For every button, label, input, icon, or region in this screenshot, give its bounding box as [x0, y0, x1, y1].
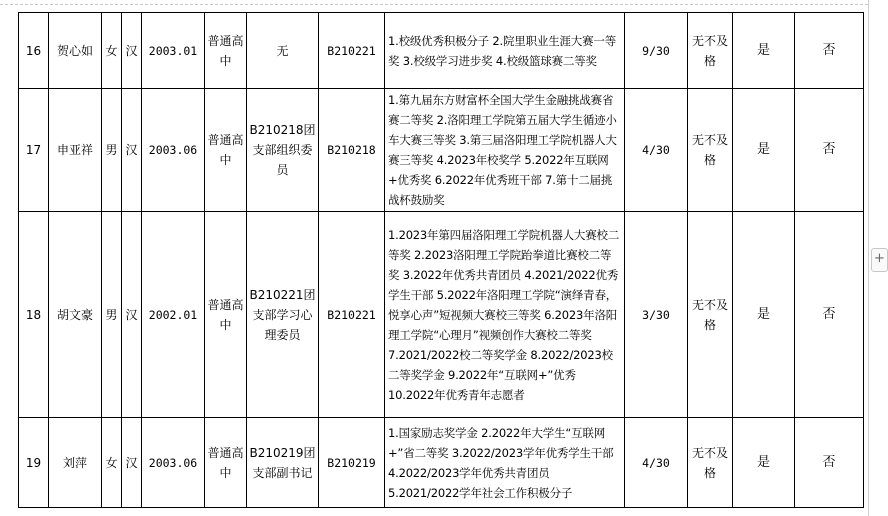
table-row	[19, 418, 864, 508]
birth-date: 2002.01	[142, 212, 205, 418]
birth-date: 2003.06	[142, 89, 205, 212]
class-code: B210221	[319, 13, 385, 89]
row-number: 16	[19, 13, 49, 89]
check-yes: 是	[733, 13, 795, 89]
ethnicity: 汉	[122, 418, 142, 508]
gender: 女	[102, 13, 122, 89]
student-info-table	[18, 12, 864, 508]
page-top-border	[0, 4, 868, 5]
position: B210221团支部学习心理委员	[247, 212, 319, 418]
awards: 1.校级优秀积极分子 2.院里职业生涯大赛一等奖 3.校级学习进步奖 4.校级篮球赛二等奖	[385, 13, 625, 89]
birth-date: 2003.01	[142, 13, 205, 89]
student-name: 贺心如	[49, 13, 102, 89]
rank: 9/30	[625, 13, 688, 89]
table-row	[19, 212, 864, 418]
school-type: 普通高中	[205, 418, 247, 508]
awards: 1.第九届东方财富杯全国大学生金融挑战赛省赛二等奖 2.洛阳理工学院第五届大学生循迹小车大赛三等奖 3.第三届洛阳理工学院机器人大赛三等奖 4.2023年校奖学 5.2022年互联网+优秀奖 6.2022年优秀班干部 7.第十二届挑战杯鼓励奖	[385, 89, 625, 212]
row-number: 17	[19, 89, 49, 212]
student-name: 胡文豪	[49, 212, 102, 418]
row-number: 19	[19, 418, 49, 508]
school-type: 普通高中	[205, 89, 247, 212]
table-row	[19, 89, 864, 212]
class-code: B210218	[319, 89, 385, 212]
ethnicity: 汉	[122, 212, 142, 418]
check-no: 否	[795, 89, 864, 212]
gender: 男	[102, 89, 122, 212]
ethnicity: 汉	[122, 13, 142, 89]
rank: 3/30	[625, 212, 688, 418]
position: B210218团支部组织委员	[247, 89, 319, 212]
gender: 男	[102, 212, 122, 418]
page-right-edge	[868, 0, 869, 516]
student-name: 申亚祥	[49, 89, 102, 212]
check-no: 否	[795, 212, 864, 418]
class-code: B210219	[319, 418, 385, 508]
check-yes: 是	[733, 89, 795, 212]
awards: 1.国家励志奖学金 2.2022年大学生“互联网+”省二等奖 3.2022/2023学年优秀学生干部 4.2022/2023学年优秀共青团员 5.2021/2022学年社会工作积极分子	[385, 418, 625, 508]
school-type: 普通高中	[205, 212, 247, 418]
school-type: 普通高中	[205, 13, 247, 89]
position: B210219团支部副书记	[247, 418, 319, 508]
check-no: 否	[795, 418, 864, 508]
fail-status: 无不及格	[688, 89, 733, 212]
awards: 1.2023年第四届洛阳理工学院机器人大赛校二等奖 2.2023洛阳理工学院跆拳道比赛校二等奖 3.2022年优秀共青团员 4.2021/2022优秀学生干部 5.2022年洛阳理工学院“演绎青春，悦享心声”短视频大赛校三等奖 6.2023年洛阳理工学院“心理月”视频创作大赛校二等奖 7.2021/2022校二等奖学金 8.2022/2023校二等奖学金 9.2022年“互联网+”优秀 10.2022年优秀青年志愿者	[385, 212, 625, 418]
class-code: B210221	[319, 212, 385, 418]
student-name: 刘萍	[49, 418, 102, 508]
birth-date: 2003.06	[142, 418, 205, 508]
check-yes: 是	[733, 418, 795, 508]
ethnicity: 汉	[122, 89, 142, 212]
row-number: 18	[19, 212, 49, 418]
gender: 女	[102, 418, 122, 508]
rank: 4/30	[625, 89, 688, 212]
rank: 4/30	[625, 418, 688, 508]
fail-status: 无不及格	[688, 212, 733, 418]
position: 无	[247, 13, 319, 89]
fail-status: 无不及格	[688, 418, 733, 508]
fail-status: 无不及格	[688, 13, 733, 89]
check-no: 否	[795, 13, 864, 89]
table-row	[19, 13, 864, 89]
expand-plus-icon[interactable]: +	[871, 248, 888, 272]
check-yes: 是	[733, 212, 795, 418]
